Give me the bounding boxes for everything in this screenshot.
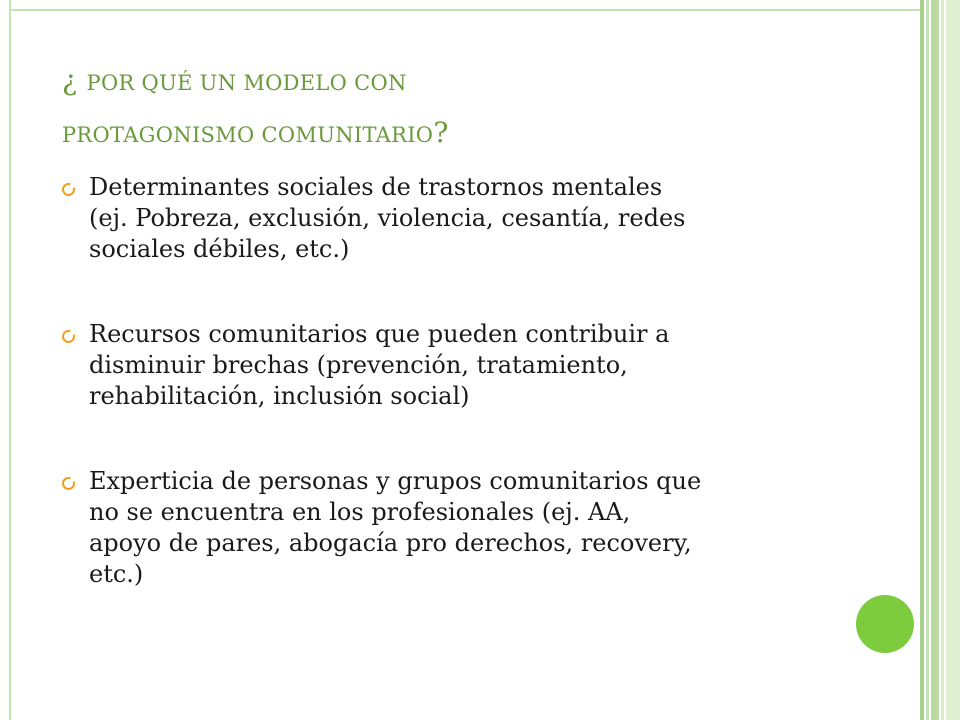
bullet-item [62,466,852,590]
frame-top-line [9,9,921,11]
stripe [946,0,960,720]
bullet-line: Determinantes sociales de trastornos mentales [89,173,663,201]
bullet-list [62,172,852,590]
bullet-circle-icon [62,183,75,196]
stripe [920,0,924,720]
green-circle-decoration [856,595,914,653]
title-line-1: POR QUÉ UN MODELO CON [86,71,407,95]
bullet-line: (ej. Pobreza, exclusión, violencia, cesantía, redes [89,204,686,232]
bullet-line: Experticia de personas y grupos comunitarios que [89,467,702,495]
frame-left-line [9,0,11,720]
bullet-line: sociales débiles, etc.) [89,235,350,263]
bullet-line: Recursos comunitarios que pueden contribuir a [89,320,670,348]
bullet-line: rehabilitación, inclusión social) [89,382,470,410]
bullet-circle-icon [62,477,75,490]
bullet-line: etc.) [89,560,144,588]
stripe [941,0,944,720]
title-line-2: PROTAGONISMO COMUNITARIO [62,123,434,147]
title-suffix: ? [433,116,449,149]
bullet-line: no se encuentra en los profesionales (ej. AA, [89,498,631,526]
title-prefix: ¿ [62,64,87,97]
slide-title [62,56,862,160]
bullet-circle-icon [62,330,75,343]
stripe [931,0,939,720]
right-stripe-decoration [920,0,960,720]
bullet-line: apoyo de pares, abogacía pro derechos, recovery, [89,529,692,557]
stripe [926,0,929,720]
bullet-item [62,172,852,265]
bullet-item [62,319,852,412]
bullet-line: disminuir brechas (prevención, tratamiento, [89,351,628,379]
